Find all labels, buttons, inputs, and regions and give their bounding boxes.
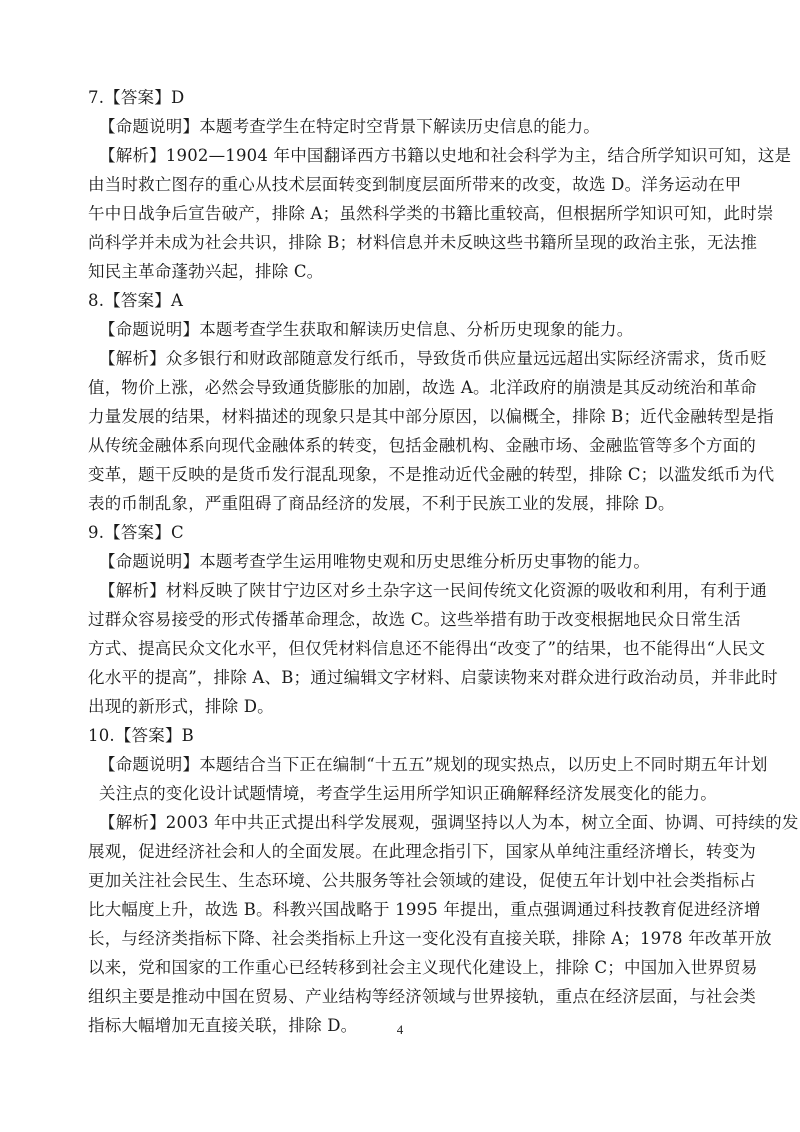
paragraph-line: 值，物价上涨，必然会导致通货膨胀的加剧，故选 A。北洋政府的崩溃是其反动统治和革命: [88, 378, 757, 397]
answer-explanations: [88, 83, 799, 1040]
paragraph-line: 尚科学并未成为社会共识，排除 B；材料信息并未反映这些书籍所呈现的政治主张，无法推: [88, 233, 758, 252]
paragraph-last-line: 知民主革命蓬勃兴起，排除 C。: [88, 262, 324, 281]
answer-heading: 7.【答案】D: [88, 88, 185, 107]
paragraph-first-line: 【解析】众多银行和财政部随意发行纸币，导致货币供应量远远超出实际经济需求，货币贬: [99, 349, 767, 368]
paragraph-line: 力量发展的结果，材料描述的现象只是其中部分原因，以偏概全，排除 B；近代金融转型是指: [88, 407, 774, 426]
paragraph-last-line: 表的币制乱象，严重阻碍了商品经济的发展，不利于民族工业的发展，排除 D。: [88, 494, 675, 513]
paragraph-line: 化水平的提高”，排除 A、B；通过编辑文字材料、启蒙读物来对群众进行政治动员，并非此时: [88, 668, 778, 687]
answer-heading: 10.【答案】B: [88, 726, 194, 745]
paragraph-last-line: 出现的新形式，排除 D。: [88, 697, 274, 716]
paragraph-line: 以来，党和国家的工作重心已经转移到社会主义现代化建设上，排除 C；中国加入世界贸易: [88, 958, 758, 977]
page-number: 4: [396, 1022, 404, 1037]
paragraph-line: 从传统金融体系向现代金融体系的转变，包括金融机构、金融市场、金融监管等多个方面的: [88, 436, 756, 455]
paragraph-line: 关注点的变化设计试题情境，考查学生运用所学知识正确解释经济发展变化的能力。: [99, 784, 717, 803]
paragraph-line: 组织主要是推动中国在贸易、产业结构等经济领域与世界接轨，重点在经济层面，与社会类: [88, 987, 756, 1006]
paragraph-first-line: 【解析】1902—1904 年中国翻译西方书籍以史地和社会科学为主，结合所学知识可知，这是: [99, 146, 792, 165]
paragraph-line: 午中日战争后宣告破产，排除 A；虽然科学类的书籍比重较高，但根据所学知识可知，此时崇: [88, 204, 774, 223]
answer-heading: 9.【答案】C: [88, 523, 184, 542]
paragraph-line: 变革，题干反映的是货币发行混乱现象，不是推动近代金融的转型，排除 C；以滥发纸币为代: [88, 465, 775, 484]
paragraph-line: 【命题说明】本题考查学生获取和解读历史信息、分析历史现象的能力。: [99, 320, 634, 339]
paragraph-line: 【命题说明】本题考查学生在特定时空背景下解读历史信息的能力。: [99, 117, 600, 136]
paragraph-line: 比大幅度上升，故选 B。科教兴国战略于 1995 年提出，重点强调通过科技教育促进经济增: [88, 900, 761, 919]
paragraph-first-line: 【解析】材料反映了陕甘宁边区对乡土杂字这一民间传统文化资源的吸收和利用，有利于通: [99, 581, 767, 600]
paragraph-first-line: 【解析】2003 年中共正式提出科学发展观，强调坚持以人为本，树立全面、协调、可持续的发: [99, 813, 799, 832]
paragraph-line: 过群众容易接受的形式传播革命理念，故选 C。这些举措有助于改变根据地民众日常生活: [88, 610, 741, 629]
paragraph-first-line: 【命题说明】本题结合当下正在编制“十五五”规划的现实热点，以历史上不同时期五年计划: [99, 755, 768, 774]
paragraph-line: 展观，促进经济社会和人的全面发展。在此理念指引下，国家从单纯注重经济增长，转变为: [88, 842, 756, 861]
answer-heading: 8.【答案】A: [88, 291, 184, 310]
paragraph-line: 由当时救亡图存的重心从技术层面转变到制度层面所带来的改变，故选 D。洋务运动在甲: [88, 175, 742, 194]
paragraph-line: 【命题说明】本题考查学生运用唯物史观和历史思维分析历史事物的能力。: [99, 552, 651, 571]
paragraph-line: 长，与经济类指标下降、社会类指标上升这一变化没有直接关联，排除 A；1978 年改革开放: [88, 929, 772, 948]
paragraph-line: 方式、提高民众文化水平，但仅凭材料信息还不能得出“改变了”的结果，也不能得出“人民文: [88, 639, 766, 658]
paragraph-last-line: 指标大幅增加无直接关联，排除 D。: [88, 1016, 358, 1035]
paragraph-line: 更加关注社会民生、生态环境、公共服务等社会领域的建设，促使五年计划中社会类指标占: [88, 871, 756, 890]
